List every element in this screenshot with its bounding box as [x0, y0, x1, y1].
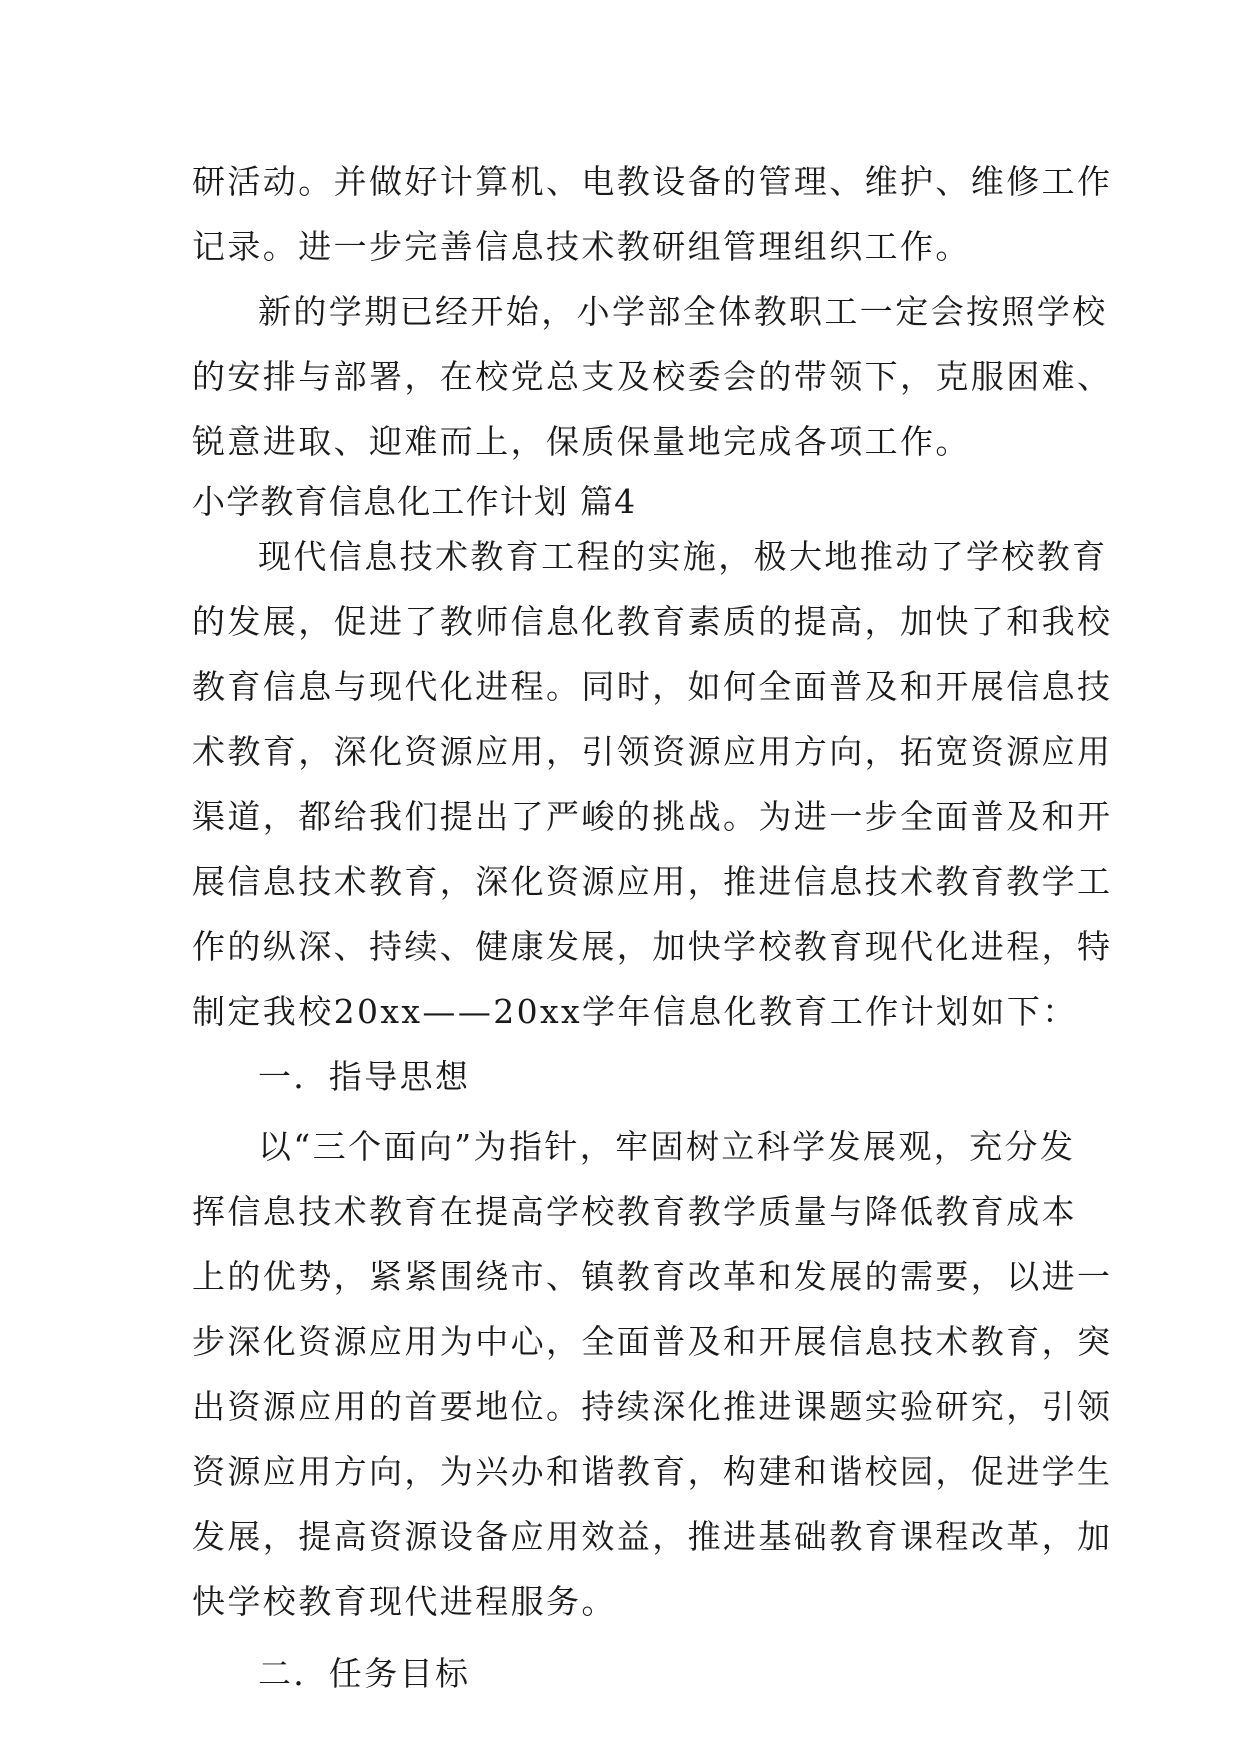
body-text-line: 渠道，都给我们提出了严峻的挑战。为进一步全面普及和开 [192, 797, 1113, 836]
body-text-line: 术教育，深化资源应用，引领资源应用方向，拓宽资源应用 [192, 732, 1113, 771]
body-text-line: 教育信息与现代化进程。同时，如何全面普及和开展信息技 [192, 667, 1113, 706]
body-text-line: 发展，提高资源设备应用效益，推进基础教育课程改革，加 [192, 1517, 1113, 1556]
body-text-line: 的安排与部署，在校党总支及校委会的带领下，克服困难、 [192, 357, 1113, 396]
body-text-line: 记录。进一步完善信息技术教研组管理组织工作。 [192, 227, 971, 266]
section-title: 小学教育信息化工作计划 篇4 [192, 482, 637, 521]
subheading: 一．指导思想 [258, 1057, 471, 1096]
body-text-line: 挥信息技术教育在提高学校教育教学质量与降低教育成本 [192, 1192, 1077, 1231]
body-text-line: 步深化资源应用为中心，全面普及和开展信息技术教育，突 [192, 1322, 1113, 1361]
body-text-line: 作的纵深、持续、健康发展，加快学校教育现代化进程，特 [192, 927, 1113, 966]
paragraph-first-line: 以“三个面向”为指针，牢固树立科学发展观，充分发 [258, 1127, 1076, 1166]
subheading: 二．任务目标 [258, 1654, 471, 1693]
body-text-line: 出资源应用的首要地位。持续深化推进课题实验研究，引领 [192, 1387, 1113, 1426]
body-text-line: 制定我校20xx——20xx学年信息化教育工作计划如下： [192, 992, 1078, 1031]
body-text-line: 研活动。并做好计算机、电教设备的管理、维护、维修工作 [192, 162, 1113, 201]
paragraph-first-line: 现代信息技术教育工程的实施，极大地推动了学校教育 [258, 537, 1108, 576]
body-text-line: 锐意进取、迎难而上，保质保量地完成各项工作。 [192, 422, 971, 461]
body-text-line: 的发展，促进了教师信息化教育素质的提高，加快了和我校 [192, 602, 1113, 641]
body-text-line: 资源应用方向，为兴办和谐教育，构建和谐校园，促进学生 [192, 1452, 1113, 1491]
body-text-line: 展信息技术教育，深化资源应用，推进信息技术教育教学工 [192, 862, 1113, 901]
body-text-line: 快学校教育现代进程服务。 [192, 1582, 617, 1621]
paragraph-first-line: 新的学期已经开始，小学部全体教职工一定会按照学校 [258, 292, 1108, 331]
body-text-line: 上的优势，紧紧围绕市、镇教育改革和发展的需要，以进一 [192, 1257, 1113, 1296]
